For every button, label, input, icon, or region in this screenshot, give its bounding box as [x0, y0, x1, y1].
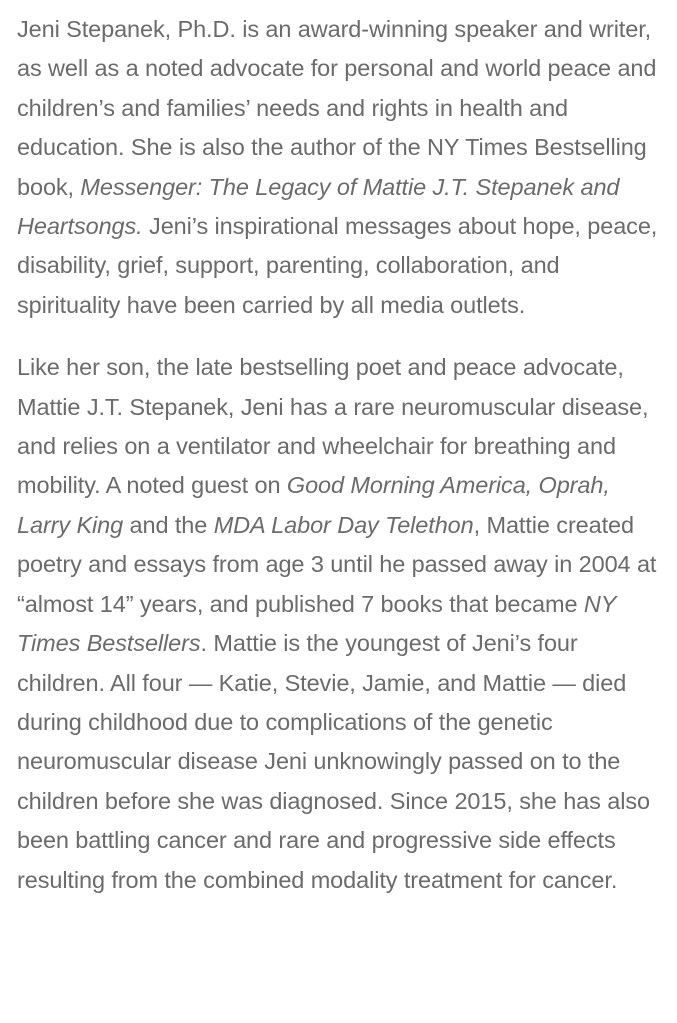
bio-p2-text-1: Like her son, the late bestselling poet and peace advocate, Mattie J.T. Stepanek, Jeni has a rare neuromuscular disease, and relies on a ventilator and wheelchair for breathing and mobility. A noted guest on — [17, 354, 649, 499]
telethon-title: MDA Labor Day Telethon — [213, 511, 474, 538]
bio-p2-text-3: , Mattie created poetry and essays from age 3 until he passed away in 2004 at “almost 14” years, and published 7 books that became — [17, 511, 657, 617]
book-title-messenger: Messenger: The Legacy of Mattie J.T. Stepanek and Heartsongs. — [17, 173, 620, 240]
bio-article — [17, 10, 667, 900]
bio-paragraph-2 — [17, 348, 667, 900]
bio-p2-text-2: and the — [123, 511, 214, 538]
bio-p1-text-2: Jeni’s inspirational messages about hope, peace, disability, grief, support, parenting, collaboration, and spirituality have been carried by all media outlets. — [17, 213, 658, 318]
bio-p2-text-4: . Mattie is the youngest of Jeni’s four children. All four — Katie, Stevie, Jamie, and Mattie — died during childhood due to complications of the genetic neuromuscular disease Jeni unknowingly passed on to the children before she was diagnosed. Since 2015, she has also been battling cancer and rare and progressive side effects resulting from the combined modality treatment for cancer. — [17, 630, 650, 893]
bio-paragraph-1 — [17, 10, 667, 325]
bio-p1-text-1: Jeni Stepanek, Ph.D. is an award-winning speaker and writer, as well as a noted advocate for personal and world peace and children’s and families’ needs and rights in health and education. She is also the author of the NY Times Bestselling book, — [17, 16, 657, 200]
tv-shows-list: Good Morning America, Oprah, Larry King — [17, 472, 610, 538]
bestsellers-title: NY Times Bestsellers — [17, 590, 616, 657]
